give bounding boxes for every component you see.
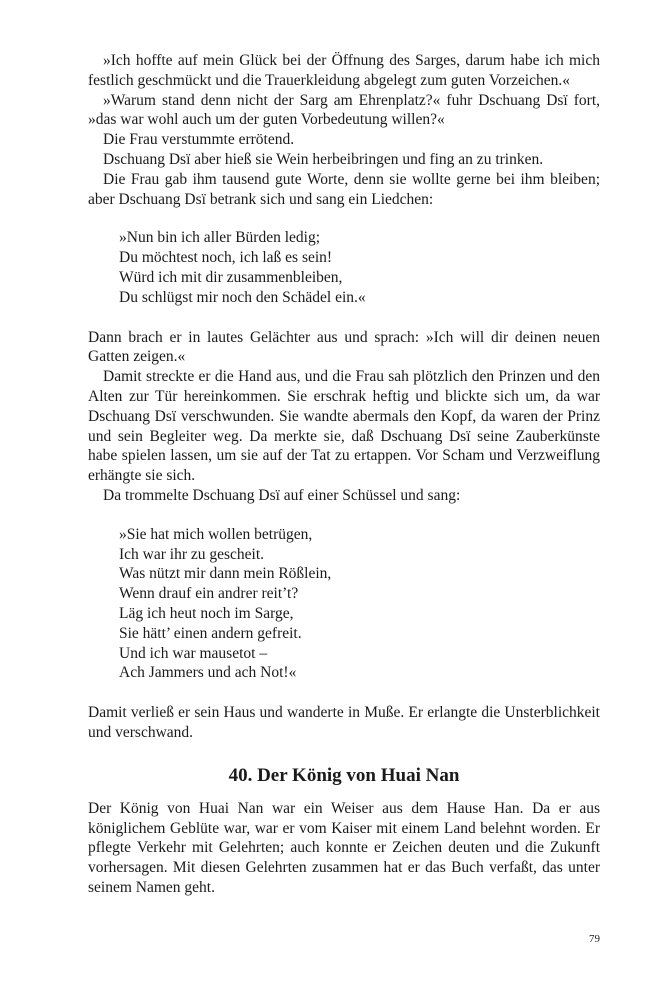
verse-line: »Sie hat mich wollen betrügen, (119, 525, 313, 543)
verse-line: Ach Jammers und ach Not!« (119, 664, 297, 682)
chapter-paragraph: Der König von Huai Nan war ein Weiser aus dem Hause Han. Da er aus königlichem Geblüte war, war er vom Kaiser mit einem Land belehnt worden. Er pflegte Verkehr mit Gelehrten; auch konnte er Zeichen deuten und die Zukunft vorhersagen. Mit diesen Gelehrten zusammen hat er das Buch verfaßt, das unter seinem Namen geht. (88, 799, 600, 896)
song-verse-2 (119, 525, 600, 683)
paragraph: Die Frau gab ihm tausend gute Worte, denn sie wollte gerne bei ihm bleiben; aber Dschuang Dsï betrank sich und sang ein Liedchen: (88, 170, 600, 208)
verse-line: »Nun bin ich aller Bürden ledig; (119, 229, 321, 247)
paragraph: Dann brach er in lautes Gelächter aus und sprach: »Ich will dir deinen neuen Gatten zeigen.« (88, 328, 600, 366)
paragraph: »Warum stand denn nicht der Sarg am Ehrenplatz?« fuhr Dschuang Dsï fort, »das war wohl auch um der guten Vorbedeutung willen?« (88, 91, 600, 129)
paragraph: Damit verließ er sein Haus und wanderte in Muße. Er erlangte die Unsterblichkeit und verschwand. (88, 704, 600, 741)
book-page (88, 51, 600, 898)
paragraph: Da trommelte Dschuang Dsï auf einer Schüssel und sang: (103, 486, 461, 504)
verse-line: Du möchtest noch, ich laß es sein! (119, 249, 333, 267)
verse-line: Was nützt mir dann mein Rößlein, (119, 565, 332, 583)
page-number: 79 (589, 933, 600, 945)
song-verse-1 (119, 228, 600, 307)
paragraph: Dschuang Dsï aber hieß sie Wein herbeibringen und fing an zu trinken. (103, 150, 544, 168)
verse-line: Sie hätt’ einen andern gefreit. (119, 624, 302, 642)
verse-line: Ich war ihr zu gescheit. (119, 545, 265, 563)
paragraph: »Ich hoffte auf mein Glück bei der Öffnung des Sarges, darum habe ich mich festlich geschmückt und die Trauerkleidung abgelegt zum guten Vorzeichen.« (88, 52, 600, 89)
paragraph: Damit streckte er die Hand aus, und die Frau sah plötzlich den Prinzen und den Alten zur Tür hereinkommen. Sie erschrak heftig und blickte sich um, da war Dschuang Dsï verschwunden. Sie wandte abermals den Kopf, da waren der Prinz und sein Begleiter weg. Da merkte sie, daß Dschuang Dsï seine Zauberkünste habe spielen lassen, um sie auf der Tat zu ertappen. Vor Scham und Verzweiflung erhängte sie sich. (88, 368, 600, 485)
chapter-title: 40. Der König von Huai Nan (228, 764, 460, 786)
verse-line: Läg ich heut noch im Sarge, (119, 604, 294, 622)
verse-line: Wenn drauf ein andrer reit’t? (119, 585, 299, 603)
verse-line: Und ich war mausetot – (119, 644, 268, 662)
paragraph: Die Frau verstummte errötend. (103, 131, 295, 149)
verse-line: Du schlügst mir noch den Schädel ein.« (119, 288, 366, 306)
verse-line: Würd ich mit dir zusammenbleiben, (119, 268, 343, 286)
